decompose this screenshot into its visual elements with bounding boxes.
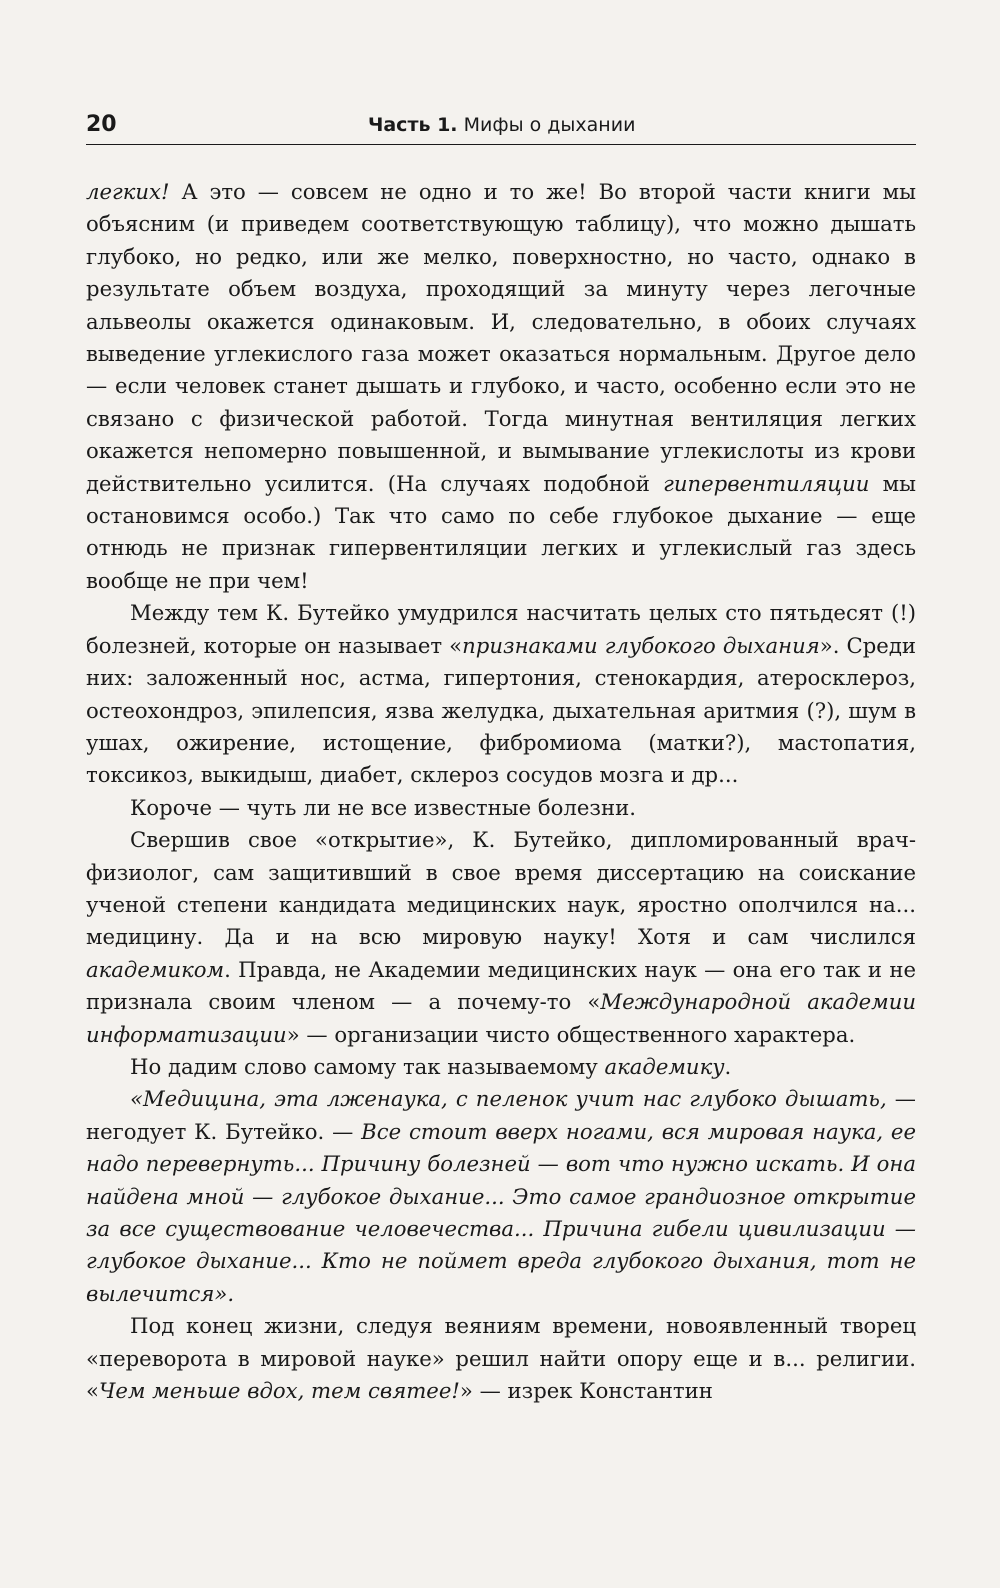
text-span: Но дадим слово самому так называемому — [130, 1053, 605, 1079]
text-span: ». Среди них: заложенный нос, астма, гипертония, стенокардия, атеросклероз, остеохондроз, эпилепсия, язва желудка, дыхательная аритмия (?), шум в ушах, ожирение, истощение, фибромиома (матки?), мастопатия, токсикоз, выкидыш, диабет, склероз сосудов мозга и др... — [86, 632, 916, 788]
chapter-title — [368, 114, 635, 136]
header-rule — [86, 144, 916, 145]
text-span: » — изрек Константин — [459, 1378, 713, 1404]
text-span: — негодует К. Бутейко. — — [86, 1086, 916, 1144]
text-span: Чем меньше вдох, тем святее! — [98, 1378, 460, 1404]
text-span: Международной академии информатизации — [86, 989, 916, 1047]
text-span: А это — совсем не одно и то же! Во второй части книги мы объясним (и приведем соответствующую таблицу), что можно дышать глубоко, но редко, или же мелко, поверхностно, но часто, однако в результате объем воздуха, проходящий за минуту через легочные альвеолы окажется одинаковым. И, следовательно, в обоих случаях выведение углекислого газа может оказаться нормальным. Другое дело — если человек станет дышать и глубоко, и часто, особенно если это не связано с физической работой. Тогда минутная вентиляция легких окажется непомерно повышенной, и вымывание углекислоты из крови действительно усилится. (На случаях подобной — [86, 179, 916, 496]
paragraph-3 — [86, 792, 916, 824]
text-span: гипервентиляции — [663, 470, 870, 496]
text-span: «Медицина, эта лженаука, с пеленок учит нас глубоко дышать, — [130, 1086, 887, 1112]
chapter-name: Мифы о дыхании — [463, 114, 636, 136]
text-span: признаками глубокого дыхания — [462, 632, 820, 658]
paragraph-5 — [86, 1051, 916, 1083]
text-span: Все стоит вверх ногами, вся мировая наука, ее надо перевернуть... Причину болезней — вот что нужно искать. И она найдена мной — глубокое дыхание... Это самое грандиозное открытие за все существование человечества... Причина гибели цивилизации — глубокое дыхание... Кто не поймет вреда глубокого дыхания, тот не вылечится». — [86, 1118, 916, 1306]
running-header — [86, 108, 916, 142]
text-span: Свершив свое «открытие», К. Бутейко, дипломированный врач-физиолог, сам защитивший в свое время диссертацию на соискание ученой степени кандидата медицинских наук, яростно ополчился на... медицину. Да и на всю мировую науку! Хотя и сам числился — [86, 827, 916, 950]
text-span: Между тем К. Бутейко умудрился насчитать целых сто пятьдесят (!) болезней, которые он называет « — [86, 600, 916, 658]
text-span: . — [724, 1053, 732, 1079]
body-text — [86, 176, 916, 1407]
page-number: 20 — [86, 112, 117, 137]
paragraph-7 — [86, 1310, 916, 1407]
paragraph-4 — [86, 824, 916, 1051]
paragraph-1 — [86, 176, 916, 597]
part-label: Часть 1. — [368, 114, 458, 136]
text-span: мы остановимся особо.) Так что само по себе глубокое дыхание — еще отнюдь не признак гипервентиляции легких и углекислый газ здесь вообще не при чем! — [86, 470, 916, 593]
text-span: легких! — [86, 179, 170, 204]
paragraph-6-quote — [86, 1083, 916, 1310]
text-span: Под конец жизни, следуя веяниям времени, новоявленный творец «переворота в мировой науке» решил найти опору еще и в... религии. « — [86, 1313, 916, 1404]
text-span: академиком — [86, 956, 225, 982]
paragraph-2 — [86, 597, 916, 791]
text-span: » — организации чисто общественного характера. — [286, 1021, 856, 1047]
text-span: . Правда, не Академии медицинских наук — она его так и не признала своим членом — а почему-то « — [86, 956, 916, 1015]
text-span: Короче — чуть ли не все известные болезни. — [130, 794, 636, 820]
text-span: академику — [604, 1053, 725, 1079]
